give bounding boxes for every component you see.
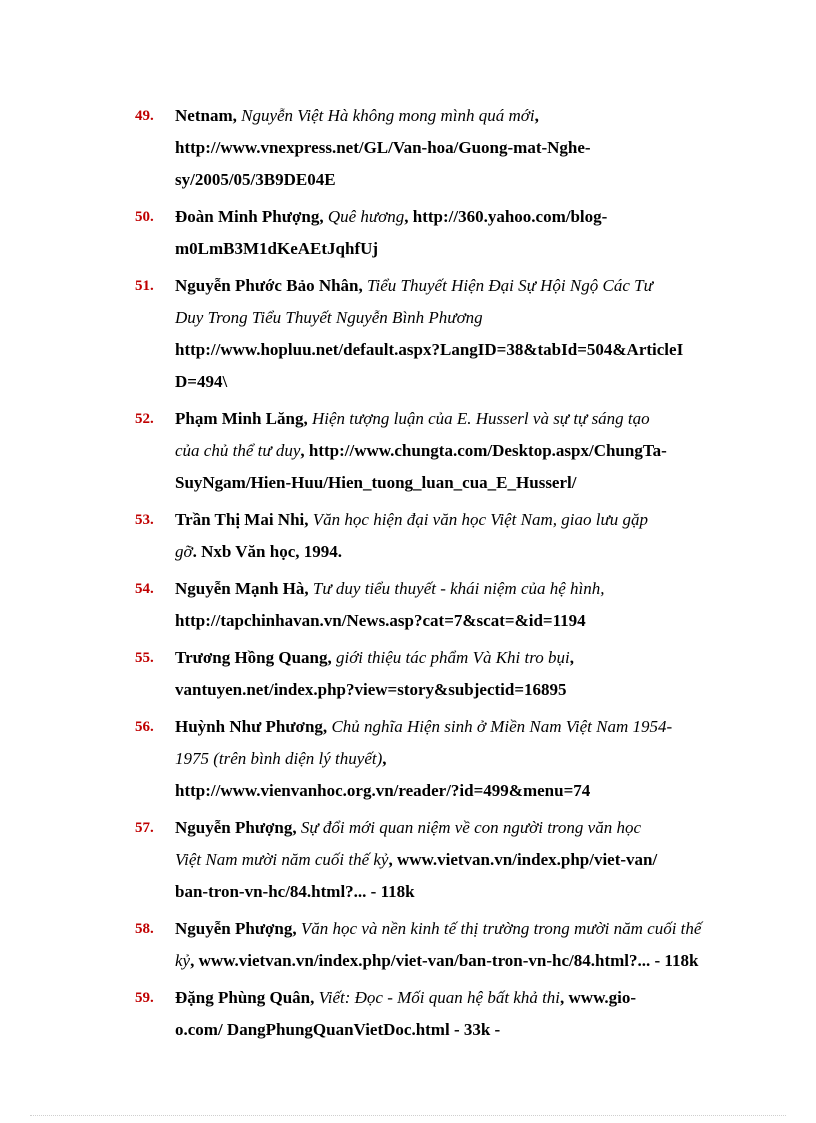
reference-line: [175, 467, 730, 499]
reference-text: , www.vietvan.vn/index.php/viet-van/ban-tron-vn-hc/84.html?... - 118k: [190, 951, 699, 970]
reference-title: giới thiệu tác phẩm Và Khi tro bụi: [336, 648, 570, 667]
reference-line: [175, 573, 730, 605]
reference-text: Nguyễn Phượng,: [175, 919, 301, 938]
reference-text: Huỳnh Như Phương,: [175, 717, 332, 736]
reference-text: D=494\: [175, 372, 228, 391]
reference-number: 49.: [135, 108, 154, 124]
reference-text: . Nxb Văn học, 1994.: [192, 542, 342, 561]
reference-item: [0, 913, 816, 977]
reference-item: [0, 642, 816, 706]
reference-title: Tiểu Thuyết Hiện Đại Sự Hội Ngộ Các Tư: [367, 276, 653, 295]
reference-text: http://tapchinhavan.vn/News.asp?cat=7&scat=&id=1194: [175, 611, 586, 630]
reference-text: Trần Thị Mai Nhi,: [175, 510, 313, 529]
reference-line: [175, 605, 730, 637]
reference-number: 58.: [135, 921, 154, 937]
reference-text: vantuyen.net/index.php?view=story&subjectid=16895: [175, 680, 567, 699]
reference-line: [175, 366, 730, 398]
reference-title: Quê hương: [327, 207, 405, 226]
reference-text: sy/2005/05/3B9DE04E: [175, 170, 336, 189]
reference-text: Đặng Phùng Quân,: [175, 988, 319, 1007]
reference-number: 57.: [135, 820, 154, 836]
reference-text: m0LmB3M1dKeAEtJqhfUj: [175, 239, 379, 258]
reference-title: Văn học và nền kinh tế thị trường trong mười năm cuối thế: [300, 919, 702, 938]
reference-line: [175, 164, 730, 196]
reference-line: [175, 642, 730, 674]
reference-line: [175, 100, 730, 132]
reference-line: [175, 132, 730, 164]
reference-text: Nguyễn Phước Bảo Nhân,: [175, 276, 368, 295]
reference-line: [175, 844, 730, 876]
reference-title: Sự đổi mới quan niệm về con người trong văn học: [300, 818, 642, 837]
reference-title: Nguyễn Việt Hà không mong mình quá mới: [241, 106, 535, 125]
reference-line: [175, 812, 730, 844]
reference-text: Nguyễn Phượng,: [175, 818, 301, 837]
reference-text: , www.gio-: [560, 988, 637, 1007]
reference-number: 55.: [135, 650, 154, 666]
reference-title: Tư duy tiểu thuyết - khái niệm của hệ hình,: [312, 579, 605, 598]
reference-line: [175, 711, 730, 743]
reference-text: http://www.vnexpress.net/GL/Van-hoa/Guong-mat-Nghe-: [175, 138, 591, 157]
footer-divider: [30, 1115, 786, 1116]
reference-title: của chủ thể tư duy: [175, 441, 301, 460]
reference-text: http://www.hopluu.net/default.aspx?LangID=38&tabId=504&ArticleI: [175, 340, 684, 359]
reference-title: Viết: Đọc - Mối quan hệ bất khả thi: [318, 988, 561, 1007]
reference-text: Trương Hồng Quang,: [175, 648, 337, 667]
reference-item: [0, 504, 816, 568]
reference-text: http://www.vienvanhoc.org.vn/reader/?id=499&menu=74: [175, 781, 591, 800]
reference-line: [175, 334, 730, 366]
reference-text: ,: [569, 648, 574, 667]
reference-text: , http://www.chungta.com/Desktop.aspx/ChungTa-: [300, 441, 667, 460]
reference-title: gỡ: [175, 542, 193, 561]
reference-text: , www.vietvan.vn/index.php/viet-van/: [388, 850, 658, 869]
reference-number: 53.: [135, 512, 154, 528]
reference-line: [175, 1014, 730, 1046]
reference-title: Hiện tượng luận của E. Husserl và sự tự sáng tạo: [311, 409, 650, 428]
reference-line: [175, 913, 730, 945]
reference-item: [0, 100, 816, 196]
reference-line: [175, 775, 730, 807]
reference-item: [0, 573, 816, 637]
reference-title: 1975 (trên bình diện lý thuyết): [175, 749, 383, 768]
reference-line: [175, 674, 730, 706]
reference-line: [175, 201, 730, 233]
reference-line: [175, 233, 730, 265]
reference-line: [175, 504, 730, 536]
reference-item: [0, 812, 816, 908]
reference-text: ,: [534, 106, 539, 125]
reference-number: 59.: [135, 990, 154, 1006]
reference-title: Việt Nam mười năm cuối thế kỷ: [175, 850, 389, 869]
reference-text: Đoàn Minh Phượng,: [175, 207, 328, 226]
reference-title: Duy Trong Tiểu Thuyết Nguyễn Bình Phương: [175, 308, 483, 327]
reference-line: [175, 876, 730, 908]
reference-title: Văn học hiện đại văn học Việt Nam, giao lưu gặp: [312, 510, 648, 529]
reference-text: ,: [382, 749, 387, 768]
reference-item: [0, 201, 816, 265]
reference-number: 52.: [135, 411, 154, 427]
reference-item: [0, 982, 816, 1046]
reference-text: SuyNgam/Hien-Huu/Hien_tuong_luan_cua_E_Husserl/: [175, 473, 577, 492]
reference-number: 54.: [135, 581, 154, 597]
reference-line: [175, 743, 730, 775]
reference-number: 56.: [135, 719, 154, 735]
reference-number: 51.: [135, 278, 154, 294]
reference-line: [175, 945, 730, 977]
reference-title: kỷ: [175, 951, 191, 970]
reference-text: o.com/ DangPhungQuanVietDoc.html - 33k -: [175, 1020, 501, 1039]
reference-title: Chủ nghĩa Hiện sinh ở Miền Nam Việt Nam 1954-: [331, 717, 673, 736]
reference-text: Nguyễn Mạnh Hà,: [175, 579, 313, 598]
reference-text: ban-tron-vn-hc/84.html?... - 118k: [175, 882, 415, 901]
reference-number: 50.: [135, 209, 154, 225]
reference-item: [0, 270, 816, 398]
reference-line: [175, 270, 730, 302]
reference-text: Netnam,: [175, 106, 242, 125]
reference-line: [175, 536, 730, 568]
reference-text: Phạm Minh Lăng,: [175, 409, 312, 428]
reference-line: [175, 302, 730, 334]
reference-line: [175, 403, 730, 435]
reference-item: [0, 711, 816, 807]
reference-line: [175, 435, 730, 467]
reference-text: , http://360.yahoo.com/blog-: [404, 207, 608, 226]
reference-line: [175, 982, 730, 1014]
reference-list: [0, 100, 816, 1051]
reference-item: [0, 403, 816, 499]
